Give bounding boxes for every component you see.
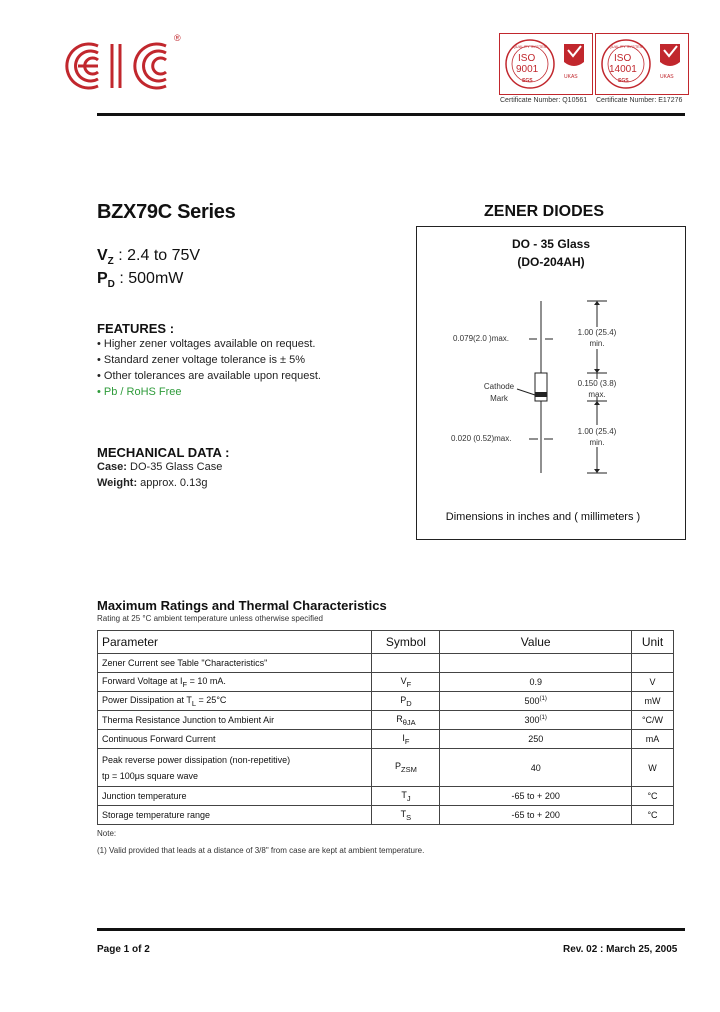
dim-wire-diameter: 0.020 (0.52)max. xyxy=(451,434,512,443)
cell-unit: V xyxy=(632,673,674,692)
cathode-label: Cathode xyxy=(483,382,515,391)
package-subtitle: (DO-204AH) xyxy=(517,255,585,269)
header-symbol: Symbol xyxy=(372,631,440,654)
cert2-number-label: Certificate Number: E17276 xyxy=(596,97,683,104)
cell-unit: mA xyxy=(632,730,674,749)
vz-sub: Z xyxy=(107,256,114,268)
pd-spec xyxy=(97,270,183,290)
weight-label: Weight: xyxy=(97,477,138,489)
table-row xyxy=(98,692,674,711)
table-header-row xyxy=(98,631,674,654)
cert1-badge-text: QUALITY SYSTEM xyxy=(512,44,548,49)
ratings-title: Maximum Ratings and Thermal Characteristics xyxy=(97,598,387,613)
cell-symbol: $V_F$ xyxy=(372,673,440,692)
cert2-sgs: SGS xyxy=(618,78,629,84)
cert1-number-label: Certificate Number: Q10561 xyxy=(500,97,588,104)
cert2-badge-text: QUALITY SYSTEM xyxy=(608,44,644,49)
header-rule xyxy=(97,113,685,116)
header-unit: Unit xyxy=(632,631,674,654)
table-row xyxy=(98,806,674,825)
table-row xyxy=(98,787,674,806)
cell-symbol: $R_{\theta JA}$ xyxy=(372,711,440,730)
table-row xyxy=(98,673,674,692)
weight-value: approx. 0.13g xyxy=(137,477,208,489)
case-value: DO-35 Glass Case xyxy=(126,461,223,473)
cell-symbol: $P_D$ xyxy=(372,692,440,711)
weight-line xyxy=(97,477,207,489)
dim-top-lead-min: min. xyxy=(589,339,605,348)
dim-body-length: 0.150 (3.8) xyxy=(577,379,617,388)
cell-param: Storage temperature range xyxy=(98,806,372,825)
dim-bottom-lead-length: 1.00 (25.4) xyxy=(577,427,617,436)
pd-sub: D xyxy=(107,279,115,291)
note-label: Note: xyxy=(97,829,117,838)
cell-symbol: $P_{ZSM}$ xyxy=(372,749,440,787)
table-row xyxy=(98,711,674,730)
vz-spec xyxy=(97,247,200,267)
header-parameter: Parameter xyxy=(98,631,372,654)
feature-item: • Other tolerances are available upon request. xyxy=(97,370,321,382)
case-line xyxy=(97,461,222,473)
cell-value: 300$^{(1)}$ xyxy=(440,711,632,730)
feature-item: • Higher zener voltages available on request. xyxy=(97,338,316,350)
product-category: ZENER DIODES xyxy=(484,203,605,220)
ratings-table xyxy=(97,630,674,825)
cell-unit: mW xyxy=(632,692,674,711)
table-row xyxy=(98,749,674,787)
iso9001-seal-icon xyxy=(500,34,592,94)
cell-param: Peak reverse power dissipation (non-repetitive) tp = 100μs square wave xyxy=(98,749,372,787)
cell-value: -65 to + 200 xyxy=(440,806,632,825)
cell-value: 40 xyxy=(440,749,632,787)
table-row xyxy=(98,730,674,749)
note-1: (1) Valid provided that leads at a distance of 3/8" from case are kept at ambient temperature. xyxy=(97,846,425,855)
cert1-sgs: SGS xyxy=(522,78,533,84)
feature-item: • Standard zener voltage tolerance is ± 5% xyxy=(97,354,306,366)
cathode-mark-label: Mark xyxy=(490,394,508,403)
cell-value: 250 xyxy=(440,730,632,749)
package-title: DO - 35 Glass xyxy=(511,237,591,251)
cert1-number: 9001 xyxy=(516,64,539,75)
cell-value: 0.9 xyxy=(440,673,632,692)
cell-param: Zener Current see Table "Characteristics" xyxy=(98,654,372,673)
cert1-standard: ISO xyxy=(518,53,536,64)
dimension-caption: Dimensions in inches and ( millimeters ) xyxy=(445,511,641,523)
cert2-number: 14001 xyxy=(609,64,637,75)
table-row xyxy=(98,654,674,673)
product-title: BZX79C Series xyxy=(97,201,236,223)
iso14001-badge xyxy=(595,33,689,95)
cert1-ukas: UKAS xyxy=(564,74,578,80)
page-number: Page 1 of 2 xyxy=(97,944,150,955)
header-value: Value xyxy=(440,631,632,654)
cell-unit: °C xyxy=(632,787,674,806)
revision-date: Rev. 02 : March 25, 2005 xyxy=(563,944,678,955)
dim-top-lead-length: 1.00 (25.4) xyxy=(577,328,617,337)
feature-item-rohs: • Pb / RoHS Free xyxy=(97,386,182,398)
cell-param: Continuous Forward Current xyxy=(98,730,372,749)
cert2-ukas: UKAS xyxy=(660,74,674,80)
cell-symbol: $T_J$ xyxy=(372,787,440,806)
cell-value: 500$^{(1)}$ xyxy=(440,692,632,711)
cell-unit: °C xyxy=(632,806,674,825)
cell-param: Junction temperature xyxy=(98,787,372,806)
dim-lead-diameter: 0.079(2.0 )max. xyxy=(453,334,510,343)
features-heading: FEATURES : xyxy=(97,321,175,336)
dim-bottom-lead-min: min. xyxy=(589,438,605,447)
cell-param: Therma Resistance Junction to Ambient Air xyxy=(98,711,372,730)
eic-logo xyxy=(58,36,188,96)
registered-mark: ® xyxy=(174,33,181,43)
cell-param: Forward Voltage at $I_F = 10$ mA. xyxy=(98,673,372,692)
pd-value: : 500mW xyxy=(119,270,184,287)
vz-symbol: V xyxy=(97,247,108,264)
cell-unit: W xyxy=(632,749,674,787)
cell-value: -65 to + 200 xyxy=(440,787,632,806)
pd-symbol: P xyxy=(97,270,108,287)
ratings-subtitle: Rating at 25 °C ambient temperature unless otherwise specified xyxy=(97,614,323,623)
footer-rule xyxy=(97,928,685,931)
diode-outline-drawing xyxy=(417,227,685,539)
cell-symbol: $I_F$ xyxy=(372,730,440,749)
cell-unit: °C/W xyxy=(632,711,674,730)
vz-value: : 2.4 to 75V xyxy=(118,247,201,264)
case-label: Case: xyxy=(97,461,127,473)
cert2-standard: ISO xyxy=(614,53,632,64)
dim-body-max: max. xyxy=(588,390,606,399)
mechanical-heading: MECHANICAL DATA : xyxy=(97,445,230,460)
package-outline-box xyxy=(416,226,686,540)
iso9001-badge xyxy=(499,33,593,95)
cell-param: Power Dissipation at $T_L = 25^\circ C$ xyxy=(98,692,372,711)
cell-symbol: $T_S$ xyxy=(372,806,440,825)
